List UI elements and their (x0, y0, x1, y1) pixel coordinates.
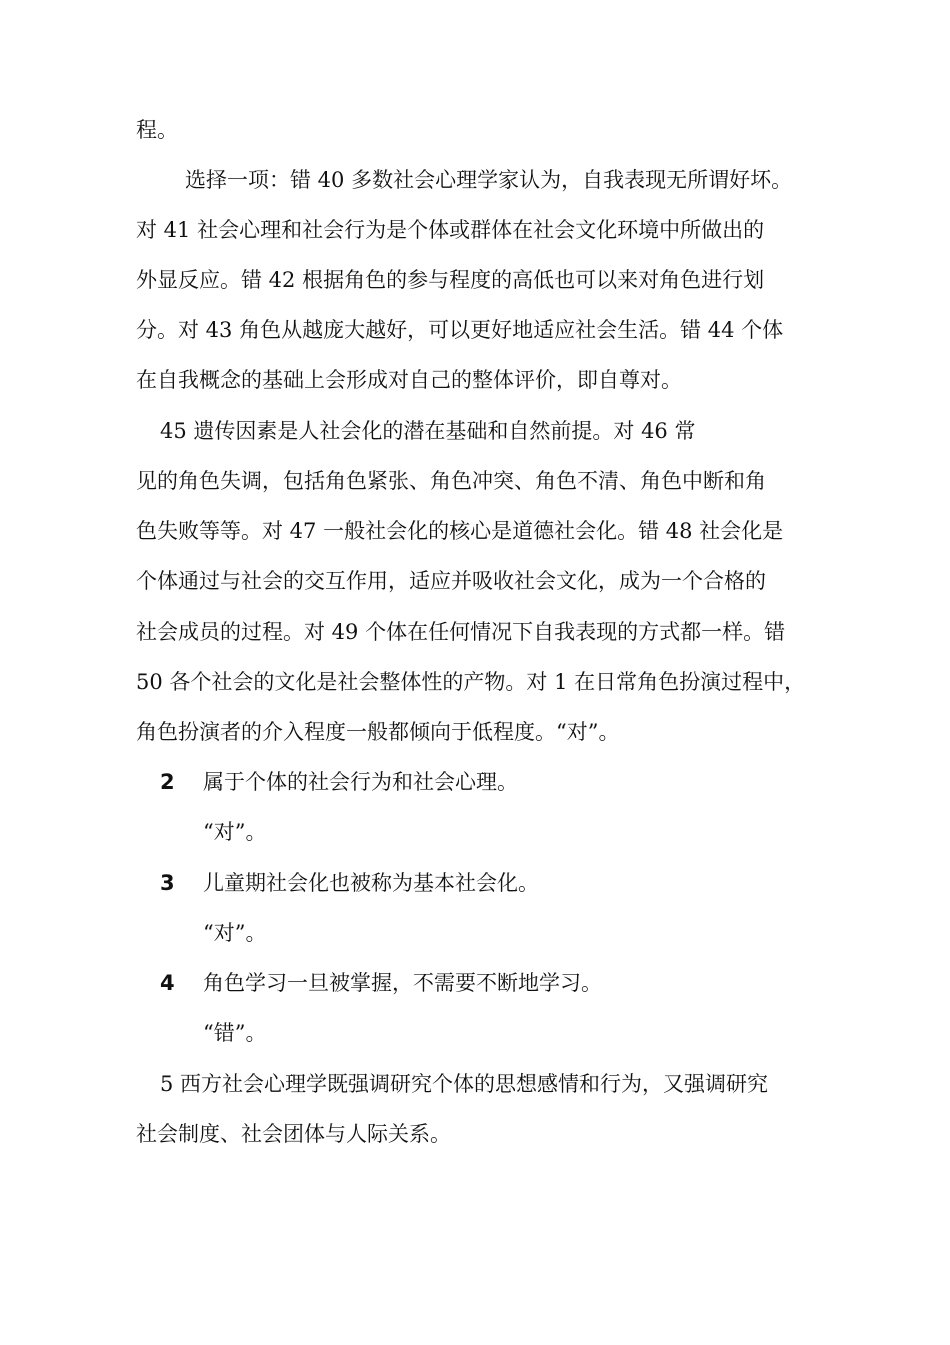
text-line: 对 41 社会心理和社会行为是个体或群体在社会文化环境中所做出的 (136, 218, 765, 242)
text-line: 见的角色失调，包括角色紧张、角色冲突、角色不清、角色中断和角 (136, 469, 766, 493)
item-text: 儿童期社会化也被称为基本社会化。 (203, 871, 539, 895)
text-line: 50 各个社会的文化是社会整体性的产物。对 1 在日常角色扮演过程中， (136, 670, 806, 694)
item-text: 属于个体的社会行为和社会心理。 (203, 770, 518, 794)
text-line: 角色扮演者的介入程度一般都倾向于低程度。“对”。 (136, 720, 620, 744)
item-number: 4 (160, 971, 175, 995)
text-line: 5 西方社会心理学既强调研究个体的思想感情和行为，又强调研究 (160, 1072, 769, 1096)
text-line: 外显反应。错 42 根据角色的参与程度的高低也可以来对角色进行划 (136, 268, 765, 292)
text-line: 选择一项：错 40 多数社会心理学家认为，自我表现无所谓好坏。 (185, 168, 793, 192)
item-text: 角色学习一旦被掌握，不需要不断地学习。 (203, 971, 602, 995)
text-line: 在自我概念的基础上会形成对自己的整体评价，即自尊对。 (136, 368, 682, 392)
item-number: 2 (160, 770, 175, 794)
text-line: 社会成员的过程。对 49 个体在任何情况下自我表现的方式都一样。错 (136, 620, 786, 644)
item-answer: “对”。 (203, 820, 267, 844)
text-line: 社会制度、社会团体与人际关系。 (136, 1122, 451, 1146)
text-line: 个体通过与社会的交互作用，适应并吸收社会文化，成为一个合格的 (136, 569, 766, 593)
item-answer: “错”。 (203, 1021, 267, 1045)
text-line: 色失败等等。对 47 一般社会化的核心是道德社会化。错 48 社会化是 (136, 519, 784, 543)
item-answer: “对”。 (203, 921, 267, 945)
text-line: 45 遗传因素是人社会化的潜在基础和自然前提。对 46 常 (160, 419, 696, 443)
item-number: 3 (160, 871, 175, 895)
text-line: 程。 (136, 118, 178, 142)
text-line: 分。对 43 角色从越庞大越好，可以更好地适应社会生活。错 44 个体 (136, 318, 784, 342)
